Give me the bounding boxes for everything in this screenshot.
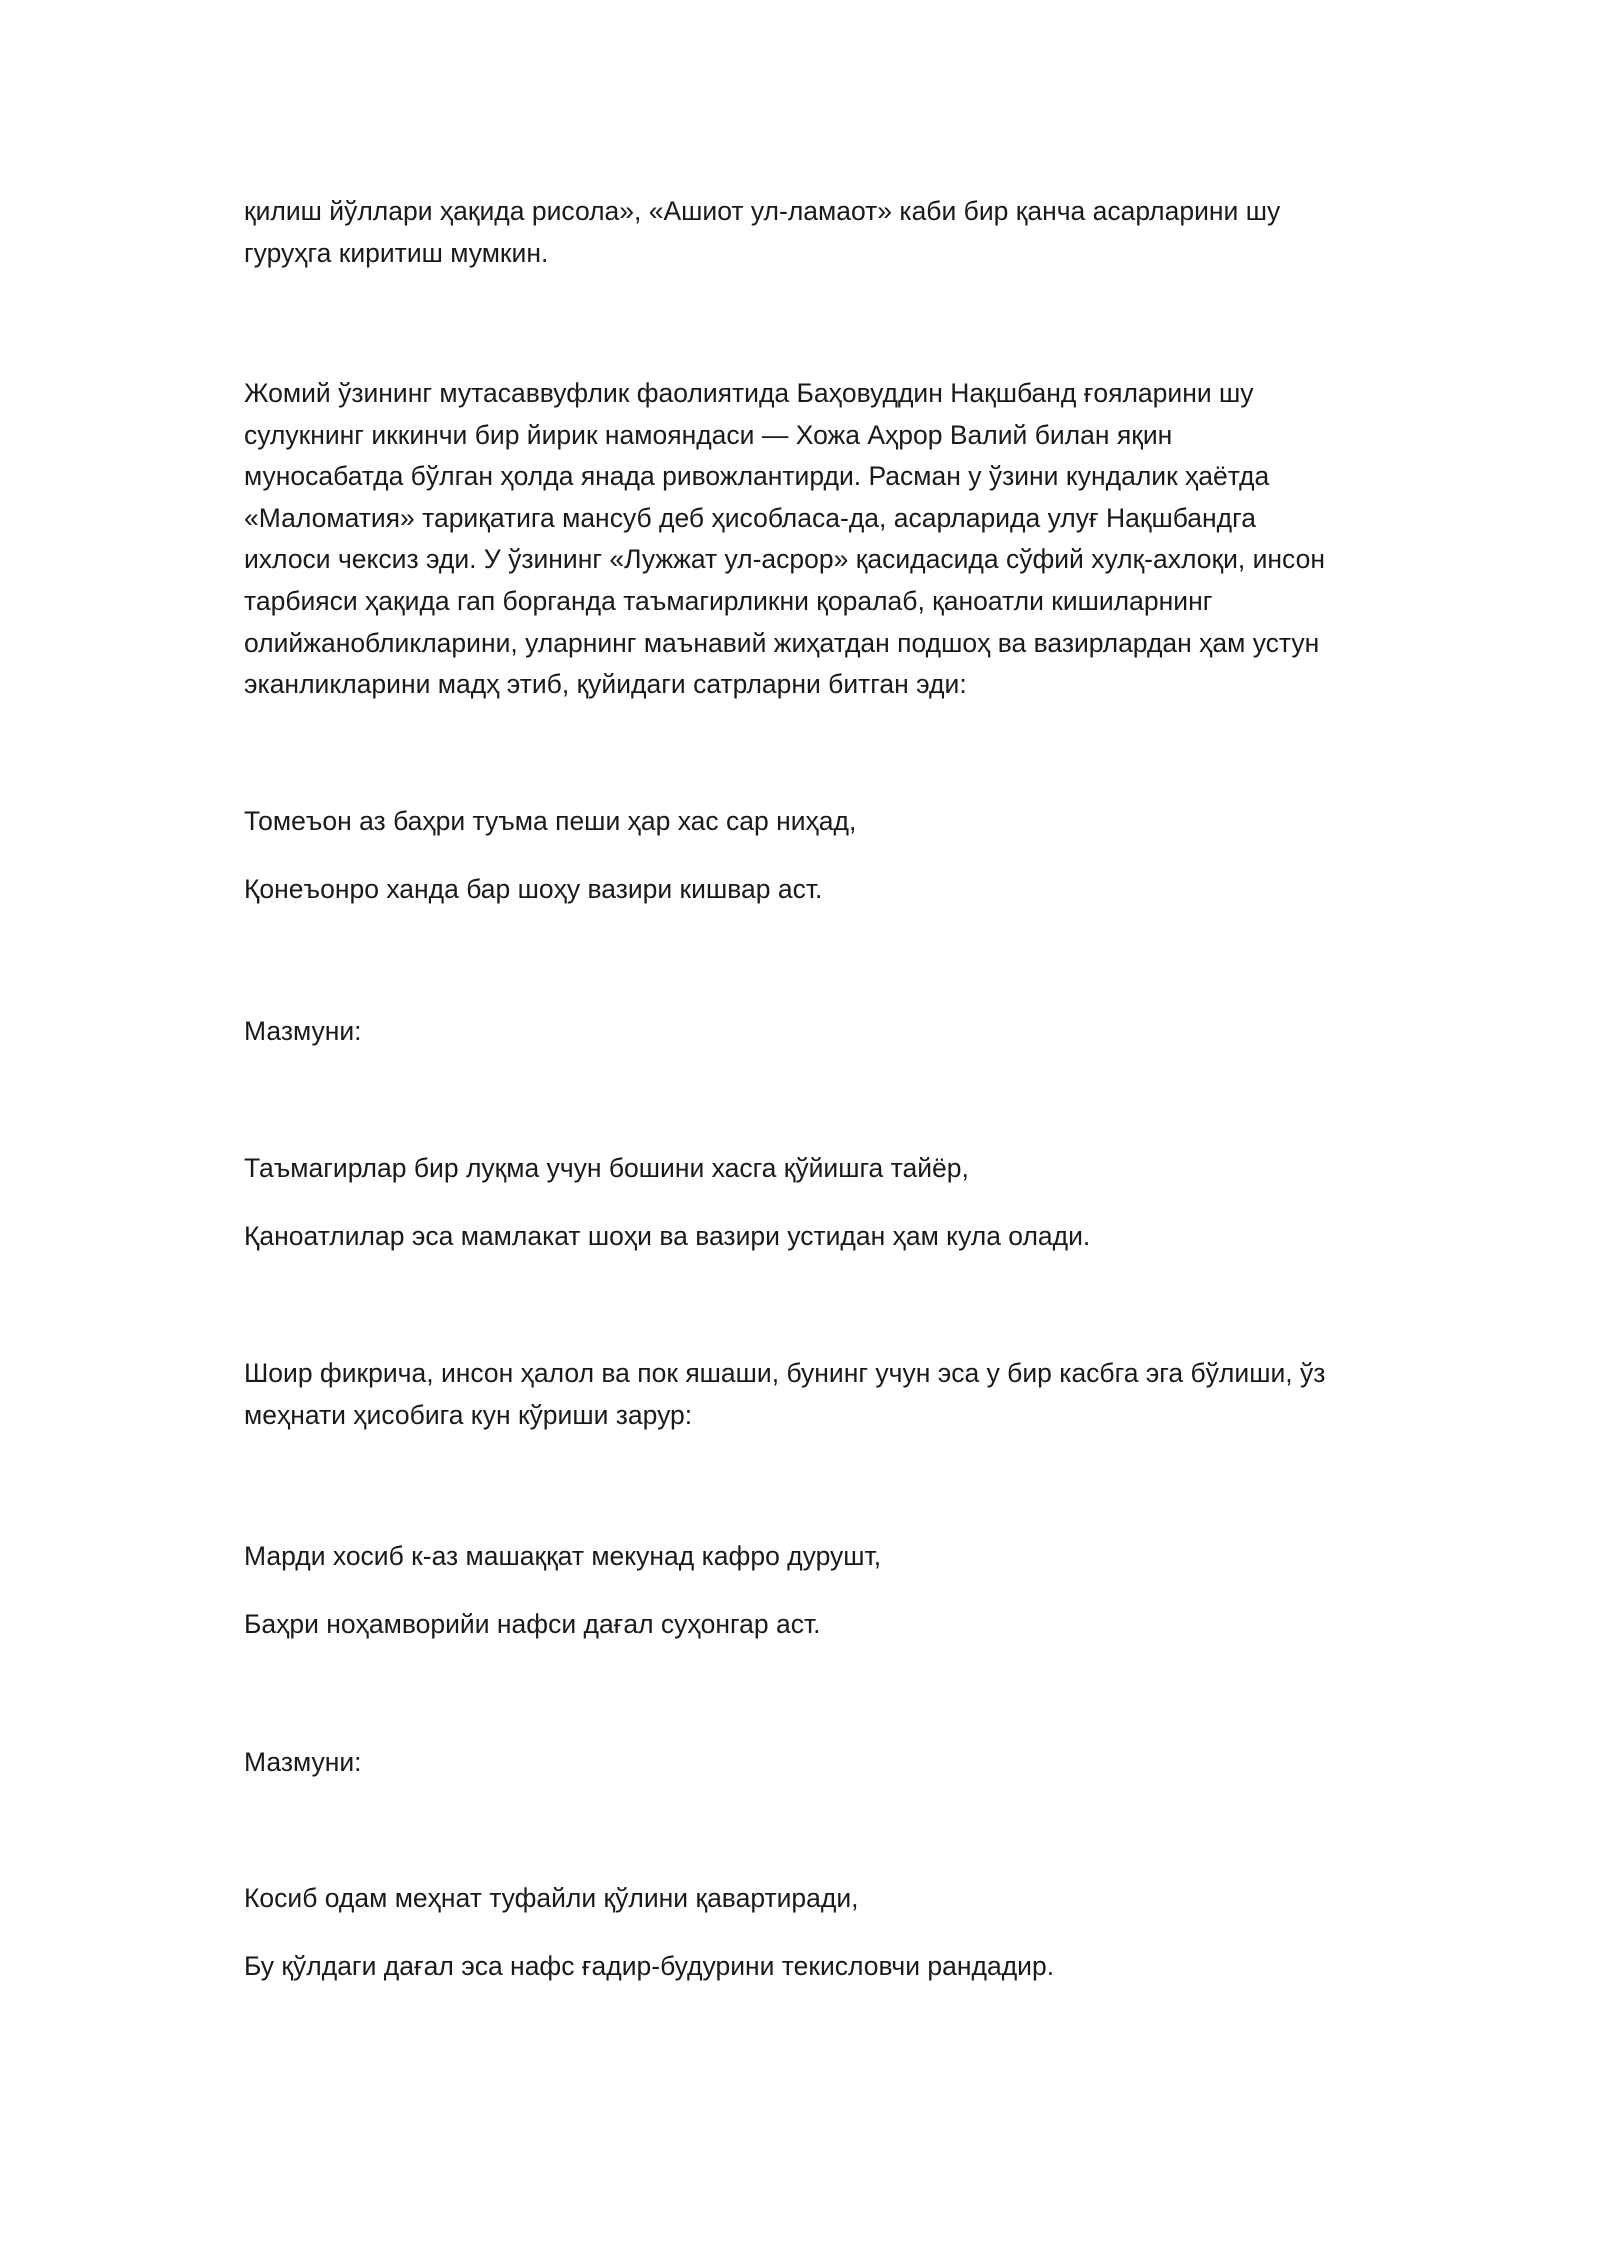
paragraph-3 [244,1353,1374,1436]
verse-1-line-1: Томеъон аз баҳри туъма пеши ҳар хас сар ниҳад, [244,806,857,836]
meaning-2-line-2: Бу қўлдаги дағал эса нафс ғадир-будурини текисловчи рандадир. [244,1951,1055,1981]
verse-1-line-2: Қонеъонро ханда бар шоҳу вазири кишвар аст. [244,874,823,904]
verse-2-line-2: Баҳри ноҳамворийи нафси дағал суҳонгар аст. [244,1609,821,1639]
paragraph-3-line-2: меҳнати ҳисобига кун кўриши зарур: [244,1399,693,1430]
paragraph-3-line-1: Шоир фикрича, инсон ҳалол ва пок яшаши, бунинг учун эса у бир касбга эга бўлиши, ўз [244,1358,1326,1388]
paragraph-1 [244,191,1374,274]
paragraph-1-line-2: гуруҳга киритиш мумкин. [244,237,549,268]
paragraph-2-line-6: тарбияси ҳақида гап борганда таъмагирликни қоралаб, қаноатли кишиларнинг [244,585,1213,616]
paragraph-2-line-4: «Маломатия» тариқатига мансуб деб ҳисобласа-да, асарларида улуғ Нақшбандга [244,502,1256,533]
meaning-2-line-1: Косиб одам меҳнат туфайли қўлини қавартиради, [244,1883,859,1913]
paragraph-2-line-8: эканликларини мадҳ этиб, қуйидаги сатрларни битган эди: [244,669,967,700]
paragraph-2-line-2: сулукнинг иккинчи бир йирик намояндаси — Хожа Аҳрор Валий билан яқин [244,419,1173,450]
paragraph-1-line-1: қилиш йўллари ҳақида рисола», «Ашиот ул-ламаот» каби бир қанча асарларини шу [244,196,1281,226]
paragraph-2 [244,373,1374,706]
meaning-1-line-2: Қаноатлилар эса мамлакат шоҳи ва вазири устидан ҳам кула олади. [244,1221,1091,1251]
paragraph-2-line-3: муносабатда бўлган ҳолда янада ривожлантирди. Расман у ўзини кундалик ҳаётда [244,461,1270,492]
paragraph-2-line-1: Жомий ўзининг мутасаввуфлик фаолиятида Баҳовуддин Нақшбанд ғояларини шу [244,378,1254,408]
meaning-label-2: Мазмуни: [244,1747,362,1777]
meaning-label-1: Мазмуни: [244,1016,362,1046]
paragraph-2-line-5: ихлоси чексиз эди. У ўзининг «Лужжат ул-асрор» қасидасида сўфий хулқ-ахлоқи, инсон [244,544,1325,575]
paragraph-2-line-7: олийжанобликларини, уларнинг маънавий жиҳатдан подшоҳ ва вазирлардан ҳам устун [244,627,1320,658]
meaning-1-line-1: Таъмагирлар бир луқма учун бошини хасга қўйишга тайёр, [244,1153,969,1183]
verse-2-line-1: Марди хосиб к-аз машаққат мекунад кафро дурушт, [244,1541,882,1571]
